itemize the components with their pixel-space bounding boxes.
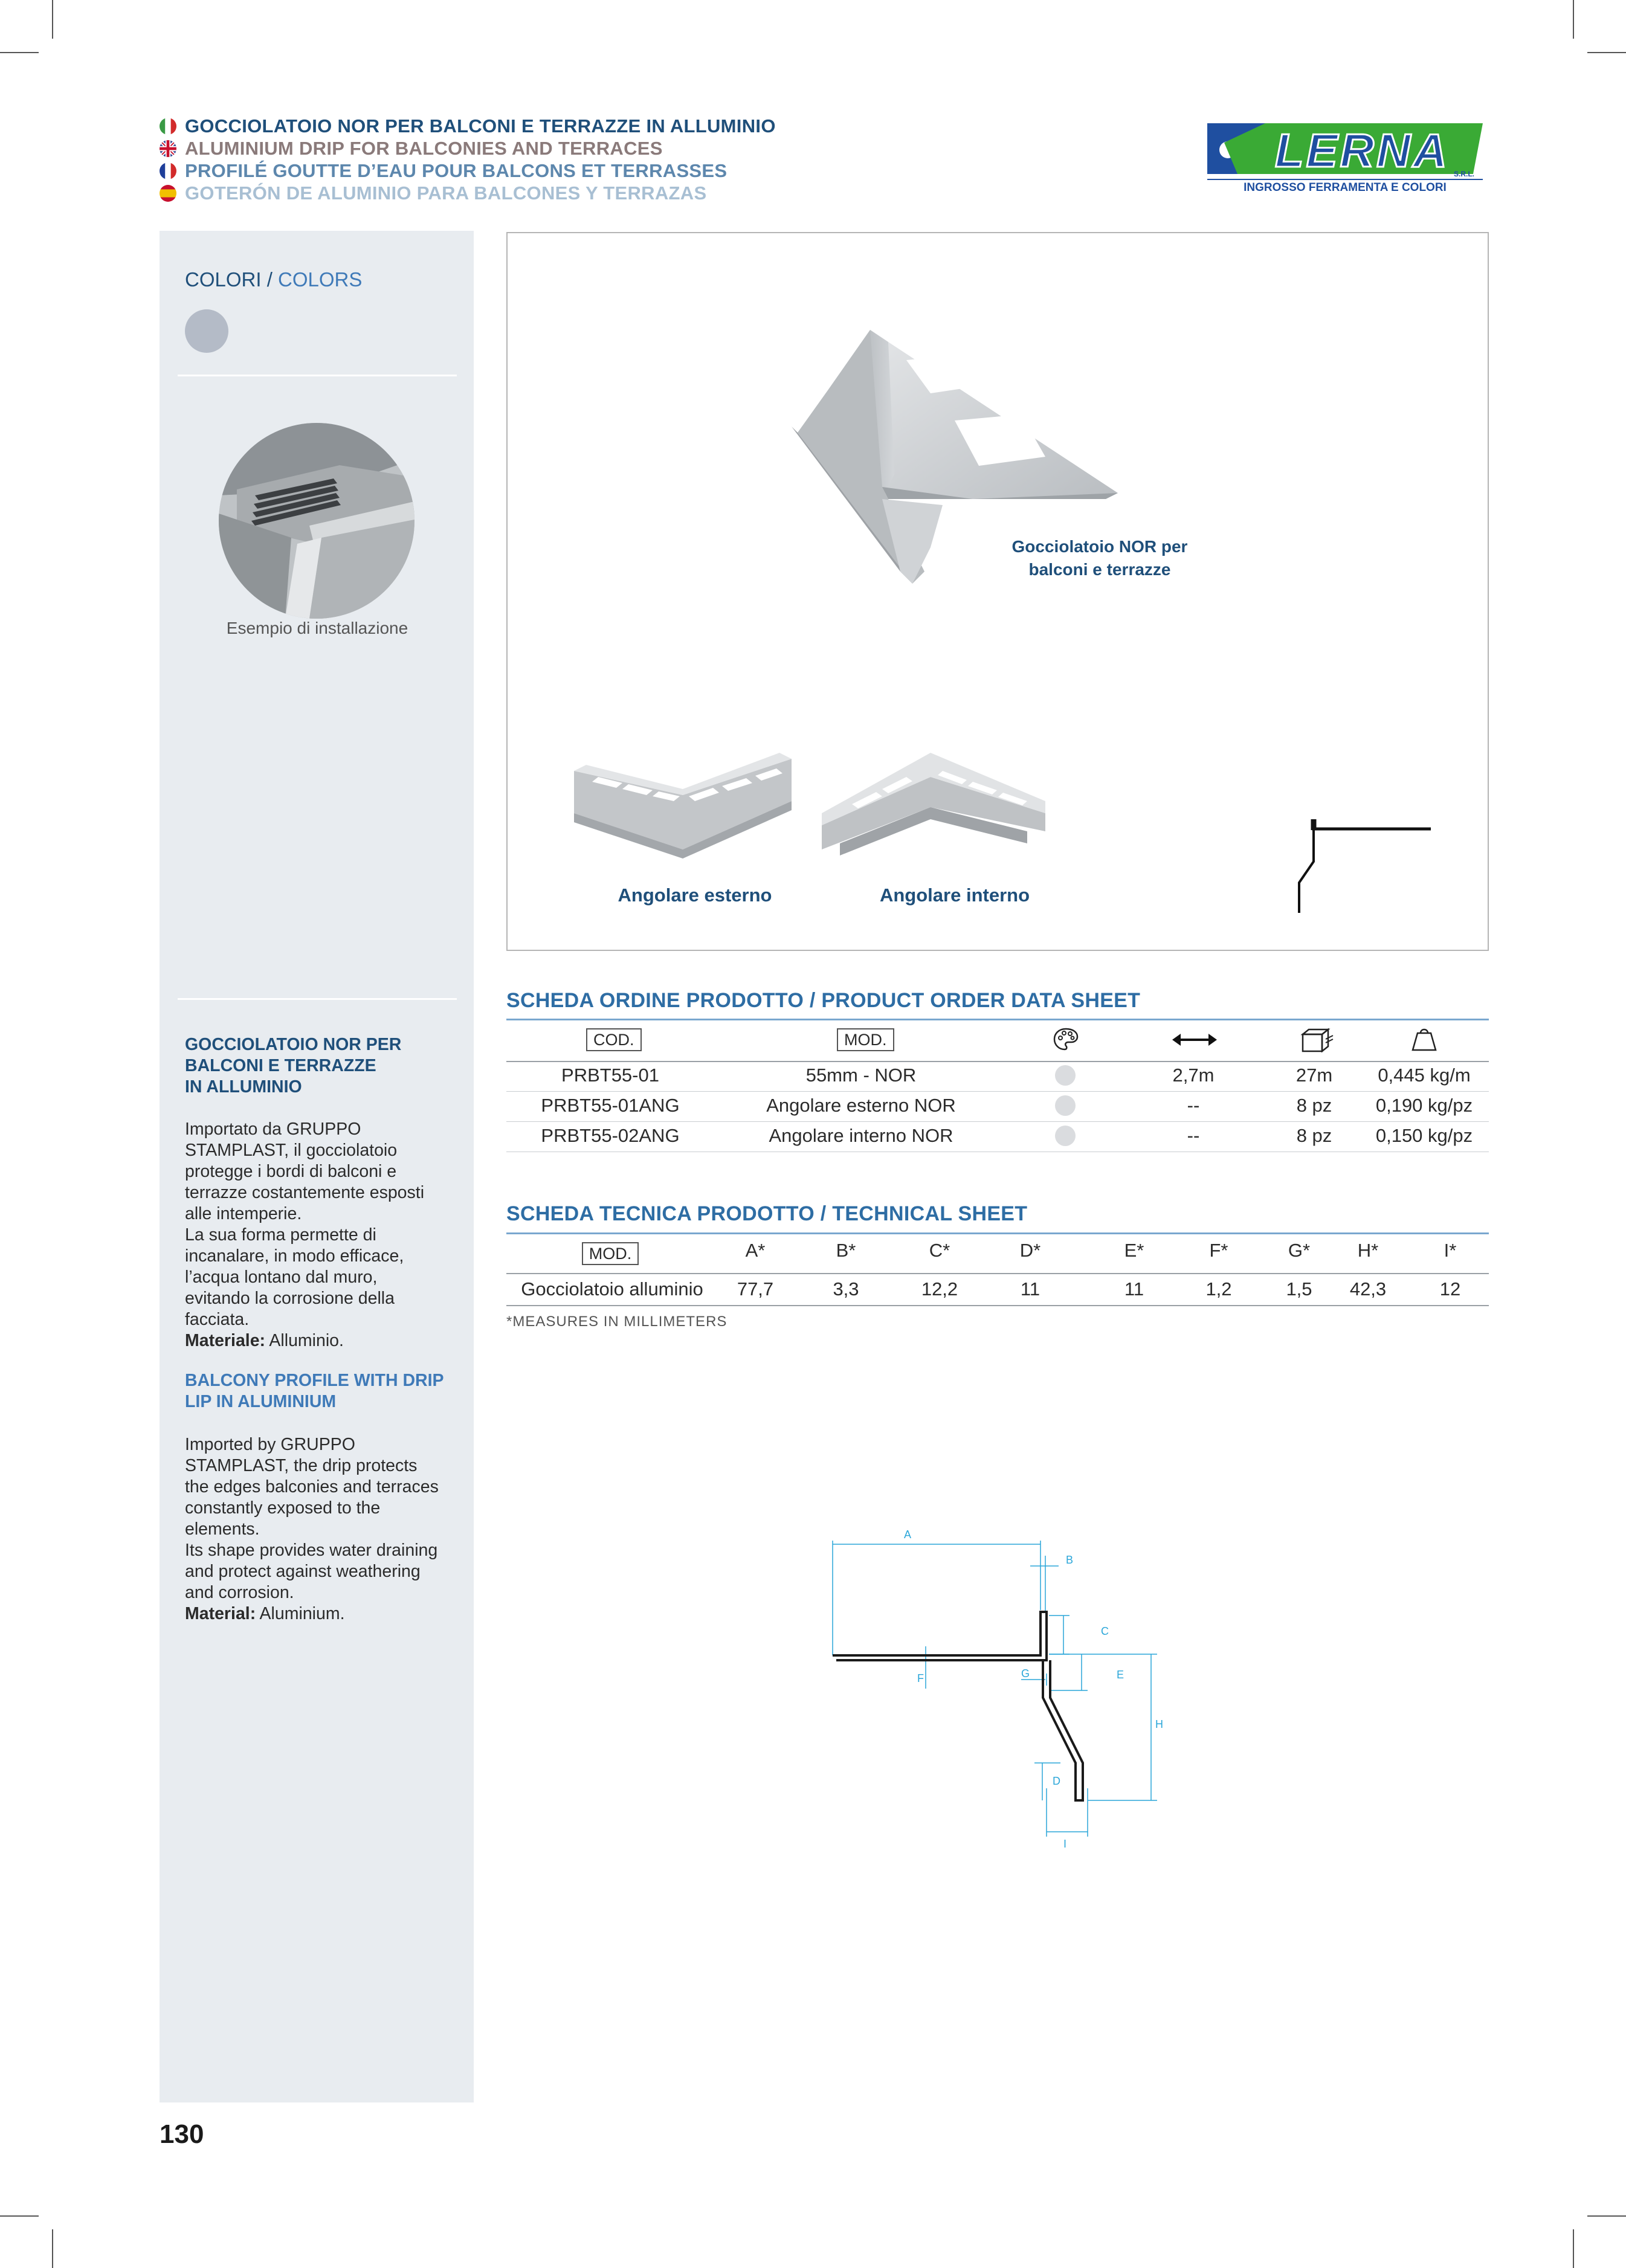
order-row-length: -- [1187,1095,1200,1116]
product-image-box [506,232,1489,951]
order-row-code: PRBT55-01ANG [541,1095,680,1116]
title-en-text: ALUMINIUM DRIP FOR BALCONIES AND TERRACES [185,137,663,159]
main-caption-line: Gocciolatoio NOR per [1011,537,1188,556]
mod-label: MOD. [837,1028,894,1051]
it-body-line: evitando la corrosione della [185,1289,395,1308]
dim-label-a: A [904,1529,912,1541]
uk-flag-icon [160,140,176,157]
en-heading-line: LIP IN ALUMINIUM [185,1392,337,1411]
title-es-text: GOTERÓN DE ALUMINIO PARA BALCONES Y TERRAZAS [185,182,707,204]
tech-header-b: B* [836,1240,856,1261]
tech-value-a: 77,7 [737,1278,774,1300]
it-description-heading [185,1034,451,1098]
en-body-line: and corrosion. [185,1583,294,1602]
dim-label-f: F [917,1672,924,1684]
sidebar-divider-2 [178,998,457,1000]
cod-label: COD. [586,1028,642,1051]
box-icon [1299,1027,1334,1052]
colors-label-en: COLORS [278,268,363,291]
color-dot [1055,1095,1076,1116]
tech-value-e: 11 [1124,1278,1144,1300]
en-body-line: and protect against weathering [185,1562,421,1581]
en-body-line: STAMPLAST, the drip protects [185,1456,418,1475]
tech-value-b: 3,3 [833,1278,859,1300]
tech-mod-label: MOD. [582,1242,639,1265]
crop-mark [1573,2229,1574,2268]
dim-label-e: E [1117,1669,1124,1681]
tech-value-f: 1,2 [1205,1278,1232,1300]
installation-caption: Esempio di installazione [226,619,408,637]
it-material-label: Materiale: [185,1331,266,1350]
order-row-weight: 0,445 kg/m [1378,1065,1471,1086]
order-header-rule [506,1061,1489,1062]
tech-header-d: D* [1019,1240,1041,1261]
color-dot [1055,1126,1076,1146]
it-body-line: STAMPLAST, il gocciolatoio [185,1141,398,1160]
it-description-body [185,1119,451,1351]
en-body-line: constantly exposed to the [185,1498,381,1518]
italy-flag-icon [160,118,176,135]
it-material-line [185,1330,451,1351]
colors-label-it: COLORI / [185,268,273,291]
lerna-logo [1207,118,1483,194]
internal-corner-image [822,753,1045,862]
internal-corner-caption: Angolare interno [879,884,1030,906]
en-body-line: Its shape provides water draining [185,1541,438,1560]
color-dot [1055,1065,1076,1086]
crop-mark [1573,0,1574,39]
crop-mark [1587,2215,1626,2217]
order-row-model: Angolare esterno NOR [766,1095,956,1116]
measures-note: *MEASURES IN MILLIMETERS [506,1313,728,1330]
external-corner-image [574,753,798,862]
technical-drawing [822,1522,1196,1861]
it-heading-line: GOCCIOLATOIO NOR PER [185,1035,402,1054]
external-corner-caption: Angolare esterno [618,884,772,906]
dim-label-g: G [1021,1667,1030,1680]
order-row-model: 55mm - NOR [805,1065,917,1086]
en-body-line: the edges balconies and terraces [185,1477,439,1496]
it-body-line: terrazze costantemente esposti [185,1183,425,1202]
it-body-line: Importato da GRUPPO [185,1120,361,1139]
title-spanish [160,182,776,204]
dim-label-h: H [1155,1718,1163,1730]
tech-value-h: 42,3 [1349,1278,1387,1300]
it-body-line: La sua forma permette di [185,1225,376,1245]
it-body-line: l’acqua lontano dal muro, [185,1268,378,1287]
title-italian [160,115,776,137]
main-caption-line: balconi e terrazze [1028,560,1171,579]
en-body-line: Imported by GRUPPO [185,1435,355,1454]
tech-value-i: 12 [1439,1278,1461,1300]
tech-row-rule [506,1305,1489,1306]
length-arrow-icon [1172,1031,1217,1049]
tech-value-g: 1,5 [1286,1278,1312,1300]
order-row-model: Angolare interno NOR [769,1125,953,1146]
sidebar-divider [178,375,457,376]
svg-text:INGROSSO FERRAMENTA E COLORI: INGROSSO FERRAMENTA E COLORI [1244,181,1447,194]
en-material-label: Material: [185,1604,256,1623]
en-material-value: Aluminium. [256,1604,345,1623]
tech-value-c: 12,2 [921,1278,958,1300]
dim-label-b: B [1066,1554,1074,1566]
technical-title-rule [506,1232,1489,1234]
tech-header-mod [580,1242,640,1265]
order-sheet-title: SCHEDA ORDINE PRODOTTO / PRODUCT ORDER DATA SHEET [506,989,1141,1012]
en-material-line [185,1603,451,1625]
it-material-value: Alluminio. [265,1331,344,1350]
installation-example-image [219,423,415,619]
tech-header-i: I* [1444,1240,1457,1261]
page-number: 130 [160,2119,204,2149]
title-english [160,137,776,159]
en-body-line: elements. [185,1519,260,1539]
order-row-pack: 8 pz [1296,1095,1332,1116]
en-description-heading [185,1370,451,1413]
france-flag-icon [160,163,176,179]
tech-header-h: H* [1357,1240,1379,1261]
order-row-weight: 0,150 kg/pz [1375,1125,1473,1146]
color-swatch-silver [185,309,228,353]
crop-mark [52,0,53,39]
en-description-body [185,1434,451,1625]
svg-text:LERNA: LERNA [1275,124,1450,177]
tech-header-f: F* [1209,1240,1228,1261]
order-row-rule [506,1121,1489,1122]
title-fr-text: PROFILÉ GOUTTE D’EAU POUR BALCONS ET TERRASSES [185,159,728,181]
main-product-caption [997,535,1202,581]
it-body-line: incanalare, in modo efficace, [185,1246,404,1266]
palette-icon [1053,1027,1079,1051]
tech-header-rule [506,1273,1489,1274]
title-it-text: GOCCIOLATOIO NOR PER BALCONI E TERRAZZE IN ALLUMINIO [185,115,776,137]
technical-sheet-title: SCHEDA TECNICA PRODOTTO / TECHNICAL SHEET [506,1202,1028,1225]
it-heading-line: BALCONI E TERRAZZE [185,1056,376,1075]
order-row-code: PRBT55-01 [561,1065,659,1086]
spain-flag-icon [160,185,176,202]
tech-row-name: Gocciolatoio alluminio [521,1278,703,1300]
order-row-pack: 27m [1295,1065,1333,1086]
it-heading-line: IN ALLUMINIO [185,1077,302,1097]
order-row-pack: 8 pz [1296,1125,1332,1146]
drip-profile-image [792,318,1130,656]
tech-header-a: A* [745,1240,766,1261]
title-french [160,159,776,182]
order-row-length: 2,7m [1172,1065,1215,1086]
dim-label-c: C [1101,1625,1109,1637]
order-row-weight: 0,190 kg/pz [1375,1095,1473,1116]
it-body-line: alle intemperie. [185,1204,302,1223]
it-body-line: protegge i bordi di balconi e [185,1162,397,1181]
tech-value-d: 11 [1020,1278,1040,1300]
it-body-line: facciata. [185,1310,250,1329]
weight-icon [1410,1027,1438,1052]
tech-header-c: C* [929,1240,950,1261]
order-row-rule [506,1091,1489,1092]
order-title-rule [506,1019,1489,1020]
title-block [160,115,776,204]
en-heading-line: BALCONY PROFILE WITH DRIP [185,1371,444,1390]
dim-label-i: I [1063,1838,1067,1850]
order-header-mod [837,1028,885,1051]
dim-label-d: D [1053,1775,1060,1787]
tech-header-g: G* [1288,1240,1311,1261]
crop-mark [1587,52,1626,53]
tech-header-e: E* [1124,1240,1144,1261]
svg-text:S.R.L.: S.R.L. [1454,170,1475,178]
crop-mark [52,2229,53,2268]
order-row-code: PRBT55-02ANG [541,1125,680,1146]
order-header-cod [586,1028,634,1051]
profile-section-sketch [1293,813,1450,916]
crop-mark [0,2215,39,2217]
crop-mark [0,52,39,53]
order-row-length: -- [1187,1125,1200,1146]
colors-heading [185,268,362,291]
